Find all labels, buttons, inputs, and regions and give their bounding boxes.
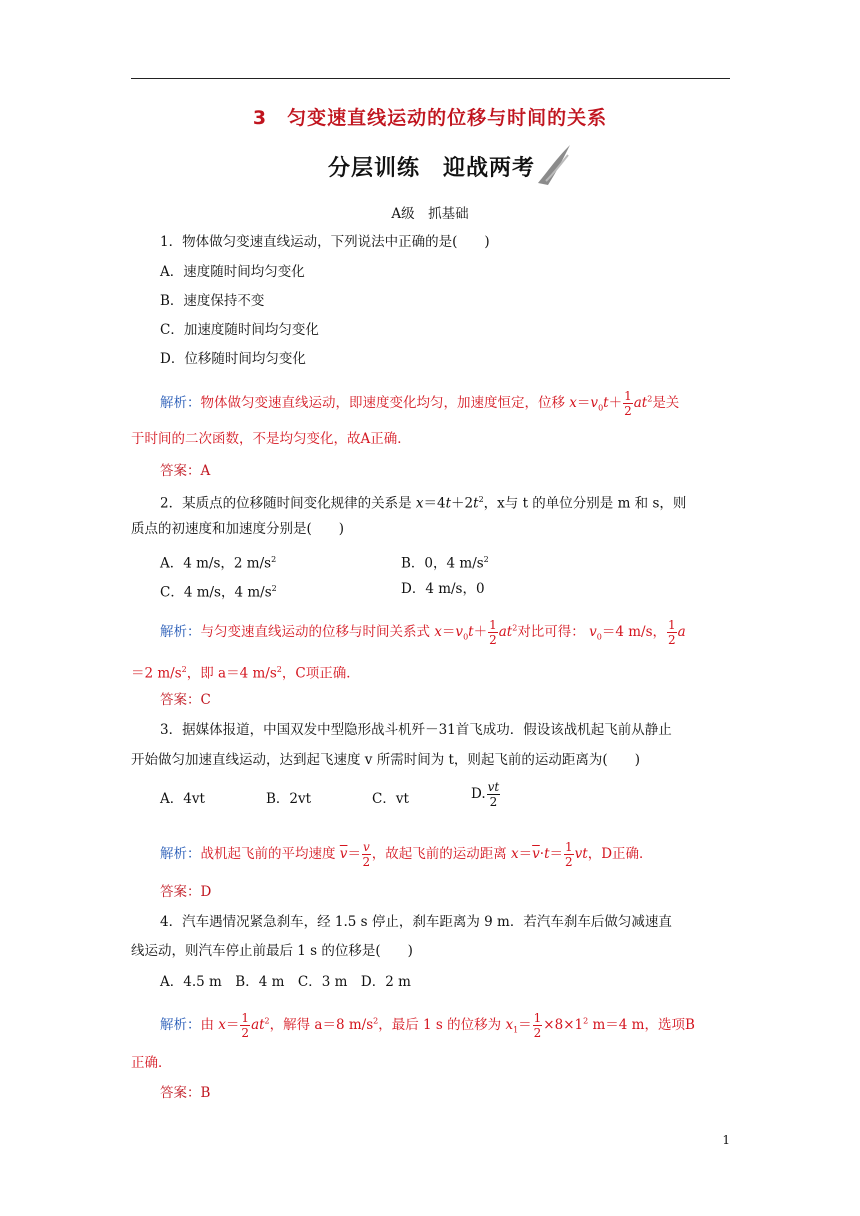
q3-option-a: A．4vt	[160, 791, 205, 807]
q2-option-d: D．4 m/s，0	[401, 581, 485, 597]
brush-stroke-icon	[534, 143, 574, 187]
q3-option-c: C．vt	[372, 791, 409, 807]
q2-option-c: C．4 m/s，4 $m/s^2$	[160, 584, 277, 601]
q4-stem-line2: 线运动，则汽车停止前最后 1 s 的位移是( )	[131, 943, 413, 959]
q3-answer: 答案：D	[160, 884, 212, 900]
q1-analysis-line2: 于时间的二次函数，不是均匀变化，故A正确．	[131, 431, 411, 447]
header-rule	[131, 78, 730, 79]
q1-option-d: D．位移随时间均匀变化	[160, 351, 306, 367]
q4-options: A．4.5 m B．4 m C．3 m D．2 m	[160, 974, 411, 990]
q2-analysis-line1: 解析：与匀变速直线运动的位移与时间关系式 $x=v_0t+$ $\frac{1}{2}$ $at^2$对比可得： $v_0=4$ m/s， $\frac{1}{2}$ a	[160, 618, 686, 647]
q1-option-b: B．速度保持不变	[160, 293, 265, 309]
q2-option-b: B．0，4 $m/s^2$	[401, 555, 489, 572]
q4-analysis-line1: 解析：由 x＝ $\frac{1}{2}$ $at^2$，解得 a＝8 $m/s^2$，最后 1 s 的位移为 $x_1=$ $\frac{1}{2}$ $\times 8\times 1^2$ m＝4 m，选项B	[160, 1011, 695, 1040]
q2-analysis-line2: ＝2 $m/s^2$，即 a＝4 $m/s^2$，C项正确．	[131, 665, 360, 682]
q3-option-b: B．2vt	[266, 791, 312, 807]
q1-option-c: C．加速度随时间均匀变化	[160, 322, 319, 338]
q3-stem-line1: 3．据媒体报道，中国双发中型隐形战斗机歼－31首飞成功．假设该战机起飞前从静止	[160, 722, 672, 738]
q2-option-a: A．4 m/s，2 $m/s^2$	[160, 555, 277, 572]
q1-option-a: A．速度随时间均匀变化	[160, 264, 305, 280]
q4-analysis-line2: 正确．	[131, 1055, 172, 1071]
q2-answer: 答案：C	[160, 692, 211, 708]
q3-option-d: D. $\frac{vt}{2}$	[471, 780, 500, 809]
q1-stem: 1．物体做匀变速直线运动，下列说法中正确的是( )	[160, 234, 490, 250]
q4-answer: 答案：B	[160, 1085, 211, 1101]
q4-stem-line1: 4．汽车遇情况紧急刹车，经 1.5 s 停止，刹车距离为 9 m．若汽车刹车后做匀减速直	[160, 914, 672, 930]
q1-answer: 答案：A	[160, 463, 211, 479]
page-number: 1	[722, 1133, 730, 1147]
q2-stem-line2: 质点的初速度和加速度分别是( )	[131, 521, 345, 537]
q3-analysis: 解析：战机起飞前的平均速度 $\overline{v}=$ $\frac{v}{2}$ ，故起飞前的运动距离 $x=\overline{v}\cdot t=$ $\frac{1}{2}$ vt，D正确．	[160, 840, 653, 869]
page-title: 3 匀变速直线运动的位移与时间的关系	[252, 107, 608, 129]
q3-stem-line2: 开始做匀加速直线运动，达到起飞速度 v 所需时间为 t，则起飞前的运动距离为( )	[131, 752, 640, 768]
banner-text: 分层训练 迎战两考	[328, 156, 536, 181]
level-heading: A级 抓基础	[391, 206, 469, 222]
q2-stem-line1: 2．某质点的位移随时间变化规律的关系是 $x=4t+2t^2$，x与 t 的单位分别是 m 和 s，则	[160, 495, 687, 512]
q1-analysis-line1: 解析：物体做匀变速直线运动，即速度变化均匀，加速度恒定，位移 $x=v_0t+$ $\frac{1}{2}$ $at^2$是关	[160, 389, 680, 418]
section-banner	[322, 145, 562, 187]
